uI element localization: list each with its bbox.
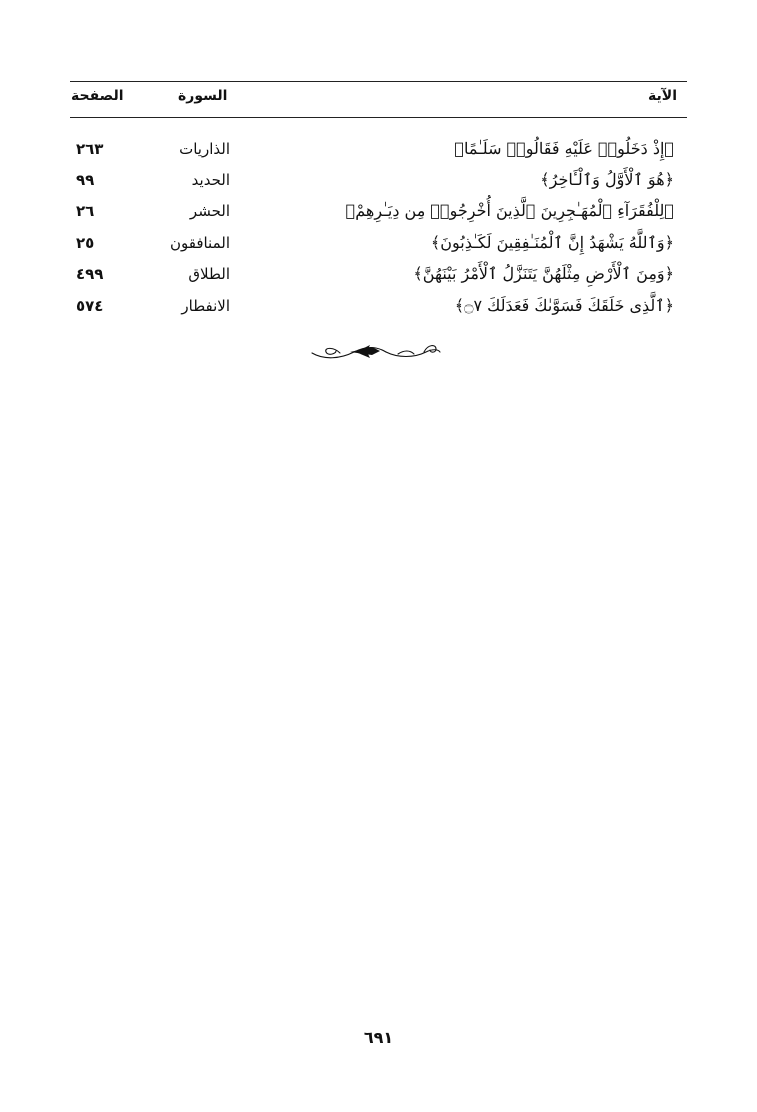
ayah-text: ﴿لِلْفُقَرَآءِ ٱلْمُهَـٰجِرِينَ ٱلَّذِينَ أُخْرِجُوا۟ مِن دِيَـٰرِهِمْ﴾ xyxy=(345,201,674,220)
page-ref: ٢٥ xyxy=(76,234,95,252)
surah-name: الانفطار xyxy=(181,297,230,315)
surah-name: الحشر xyxy=(189,202,230,220)
page-ref: ٩٩ xyxy=(76,171,95,189)
ayah-text: ﴿إِذْ دَخَلُوا۟ عَلَيْهِ فَقَالُوا۟ سَلَـٰمًا﴾ xyxy=(454,139,674,158)
page-ref: ٢٦٣ xyxy=(76,140,104,158)
table-row xyxy=(0,259,757,289)
page-ref: ٥٧٤ xyxy=(76,297,104,315)
header-page: الصفحة xyxy=(71,88,124,104)
decorative-flourish-icon xyxy=(310,340,442,362)
table-top-rule xyxy=(70,81,687,82)
surah-name: المنافقون xyxy=(169,234,230,252)
ayah-text: ﴿وَٱللَّهُ يَشْهَدُ إِنَّ ٱلْمُنَـٰفِقِينَ لَكَـٰذِبُونَ﴾ xyxy=(430,233,674,252)
table-row xyxy=(0,228,757,258)
header-surah: السورة xyxy=(178,88,228,104)
page-ref: ٢٦ xyxy=(76,202,95,220)
page-number: ٦٩١ xyxy=(363,1028,394,1047)
surah-name: الحديد xyxy=(191,171,230,189)
table-row xyxy=(0,165,757,195)
table-row xyxy=(0,196,757,226)
header-ayah: الآية xyxy=(648,88,677,104)
ayah-text: ﴿هُوَ ٱلْأَوَّلُ وَٱلْـَٔاخِرُ﴾ xyxy=(540,170,674,189)
table-row xyxy=(0,134,757,164)
table-row xyxy=(0,291,757,321)
ayah-text: ﴿ٱلَّذِى خَلَقَكَ فَسَوَّىٰكَ فَعَدَلَكَ ۝٧﴾ xyxy=(454,296,674,315)
ayah-text: ﴿وَمِنَ ٱلْأَرْضِ مِثْلَهُنَّ يَتَنَزَّلُ ٱلْأَمْرُ بَيْنَهُنَّ﴾ xyxy=(413,264,674,283)
surah-name: الطلاق xyxy=(188,265,230,283)
surah-name: الذاريات xyxy=(179,140,230,158)
page-ref: ٤٩٩ xyxy=(76,265,104,283)
table-header-rule xyxy=(70,117,687,118)
